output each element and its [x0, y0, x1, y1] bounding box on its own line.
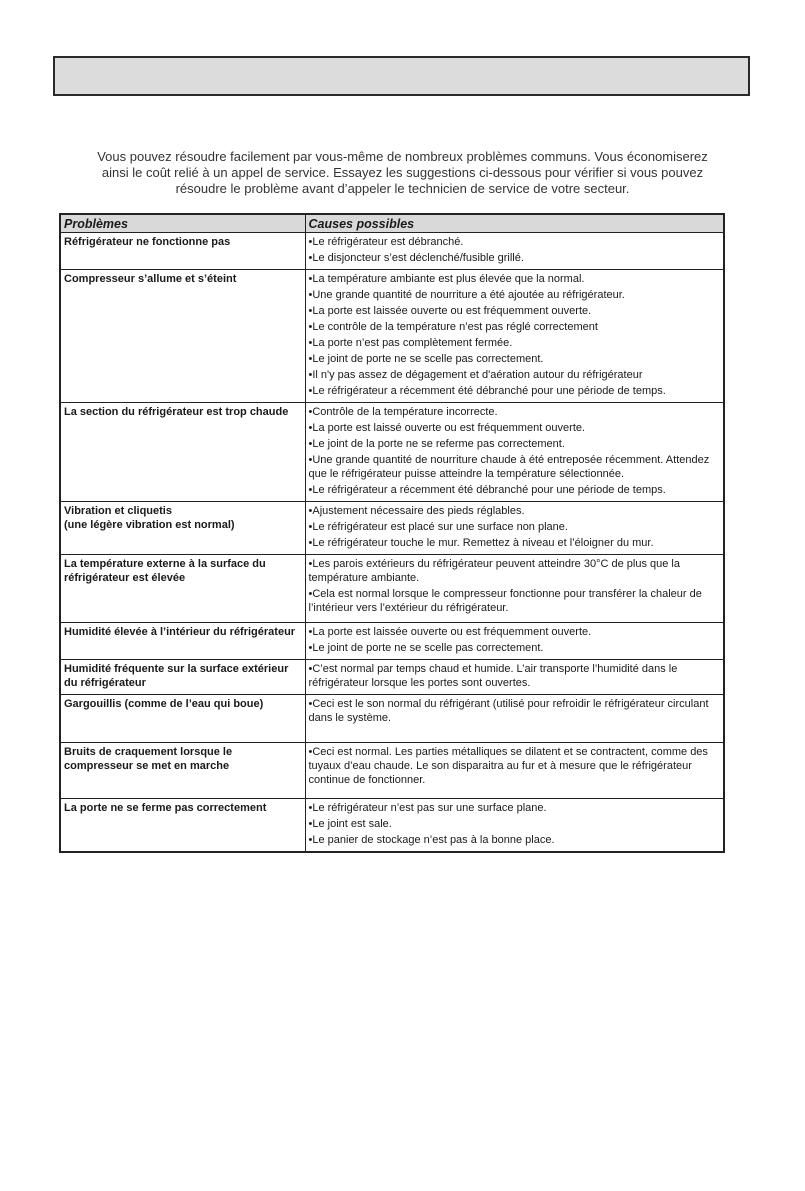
cause-item: •La porte n’est pas complètement fermée. [308, 337, 513, 349]
cause-item: •Le joint de la porte ne se referme pas correctement. [308, 438, 565, 450]
cause-item: •Le disjoncteur s’est déclenché/fusible grillé. [308, 252, 524, 264]
problem-cell [60, 403, 305, 502]
cause-item: •Ceci est normal. Les parties métalliques se dilatent et se contractent, comme des tuyaux d’eau chaude. Le son disparaitra au fur et à mesure que le réfrigérateur continue de fonctionner. [308, 746, 708, 786]
troubleshooting-table [59, 213, 725, 853]
causes-cell [305, 270, 724, 403]
intro-line: Vous pouvez résoudre facilement par vous-même de nombreux problèmes communs. Vous économiserez [97, 149, 708, 164]
problem-cell [60, 743, 305, 799]
problem-text: La température externe à la surface du réfrigérateur est élevée [64, 558, 266, 584]
table-row [60, 270, 724, 403]
problem-cell [60, 555, 305, 623]
problem-cell [60, 270, 305, 403]
cause-item: •Contrôle de la température incorrecte. [308, 406, 498, 418]
cause-item: •Il n'y pas assez de dégagement et d'aération autour du réfrigérateur [308, 369, 643, 381]
cause-item: •Le réfrigérateur a récemment été débranché pour une période de temps. [308, 385, 666, 397]
cause-item: •Le réfrigérateur est débranché. [308, 236, 464, 248]
causes-cell [305, 743, 724, 799]
problem-cell [60, 502, 305, 555]
cause-item: •Le réfrigérateur est placé sur une surface non plane. [308, 521, 568, 533]
table-row [60, 502, 724, 555]
intro-paragraph [85, 149, 720, 197]
problem-cell [60, 233, 305, 270]
cause-item: •Cela est normal lorsque le compresseur fonctionne pour transférer la chaleur de l’intérieur vers l’extérieur du réfrigérateur. [308, 588, 702, 614]
cause-item: •Le réfrigérateur a récemment été débranché pour une période de temps. [308, 484, 666, 496]
cause-item: •Le joint de porte ne se scelle pas correctement. [308, 353, 544, 365]
header-causes: Causes possibles [305, 214, 724, 233]
intro-line: ainsi le coût relié à un appel de service. Essayez les suggestions ci-dessous pour vérifier si vous pouvez [101, 165, 704, 180]
problem-text: La section du réfrigérateur est trop chaude [64, 406, 289, 418]
table-row [60, 799, 724, 853]
table-row [60, 660, 724, 695]
cause-item: •Le réfrigérateur touche le mur. Remettez à niveau et l’éloigner du mur. [308, 537, 654, 549]
cause-item: •La porte est laissée ouverte ou est fréquemment ouverte. [308, 626, 592, 638]
table-header-row [60, 214, 724, 233]
cause-item: •Le panier de stockage n’est pas à la bonne place. [308, 834, 555, 846]
cause-item: •La porte est laissée ouverte ou est fréquemment ouverte. [308, 305, 592, 317]
problem-cell [60, 799, 305, 853]
causes-cell [305, 695, 724, 743]
intro-line: résoudre le problème avant d’appeler le technicien de service de votre secteur. [175, 181, 630, 196]
header-problems: Problèmes [60, 214, 305, 233]
table-row [60, 403, 724, 502]
problem-text: Gargouillis (comme de l’eau qui boue) [64, 698, 264, 710]
cause-item: •Une grande quantité de nourriture chaude à été entreposée récemment. Attendez que le réfrigérateur puisse atteindre la température sélectionnée. [308, 454, 710, 480]
problem-text: La porte ne se ferme pas correctement [64, 802, 267, 814]
cause-item: •Ajustement nécessaire des pieds réglables. [308, 505, 525, 517]
problem-text: Humidité fréquente sur la surface extérieur du réfrigérateur [64, 663, 289, 689]
causes-cell [305, 555, 724, 623]
section-title-bar [53, 56, 750, 96]
cause-item: •Le joint est sale. [308, 818, 392, 830]
causes-cell [305, 799, 724, 853]
causes-cell [305, 623, 724, 660]
causes-cell [305, 403, 724, 502]
causes-cell [305, 233, 724, 270]
problem-text: (une légère vibration est normal) [64, 519, 235, 531]
cause-item: •Une grande quantité de nourriture a été ajoutée au réfrigérateur. [308, 289, 625, 301]
problem-text: Réfrigérateur ne fonctionne pas [64, 236, 231, 248]
cause-item: •Le réfrigérateur n’est pas sur une surface plane. [308, 802, 547, 814]
cause-item: •Les parois extérieurs du réfrigérateur peuvent atteindre 30°C de plus que la température ambiante. [308, 558, 680, 584]
table-row [60, 623, 724, 660]
table-row [60, 233, 724, 270]
problem-cell [60, 660, 305, 695]
causes-cell [305, 502, 724, 555]
table-row [60, 743, 724, 799]
problem-cell [60, 623, 305, 660]
problem-text: Compresseur s’allume et s’éteint [64, 273, 237, 285]
table-body [60, 233, 724, 853]
cause-item: •Ceci est le son normal du réfrigérant (utilisé pour refroidir le réfrigérateur circulant dans le système. [308, 698, 709, 724]
cause-item: •La porte est laissé ouverte ou est fréquemment ouverte. [308, 422, 586, 434]
cause-item: •La température ambiante est plus élevée que la normal. [308, 273, 585, 285]
table-row [60, 555, 724, 623]
cause-item: •Le joint de porte ne se scelle pas correctement. [308, 642, 544, 654]
problem-text: Humidité élevée à l’intérieur du réfrigérateur [64, 626, 296, 638]
causes-cell [305, 660, 724, 695]
table-row [60, 695, 724, 743]
problem-text: Bruits de craquement lorsque le compresseur se met en marche [64, 746, 233, 772]
cause-item: •Le contrôle de la température n’est pas réglé correctement [308, 321, 598, 333]
cause-item: •C’est normal par temps chaud et humide. L’air transporte l’humidité dans le réfrigérateur lorsque les portes sont ouvertes. [308, 663, 678, 689]
problem-cell [60, 695, 305, 743]
problem-text: Vibration et cliquetis [64, 505, 172, 517]
